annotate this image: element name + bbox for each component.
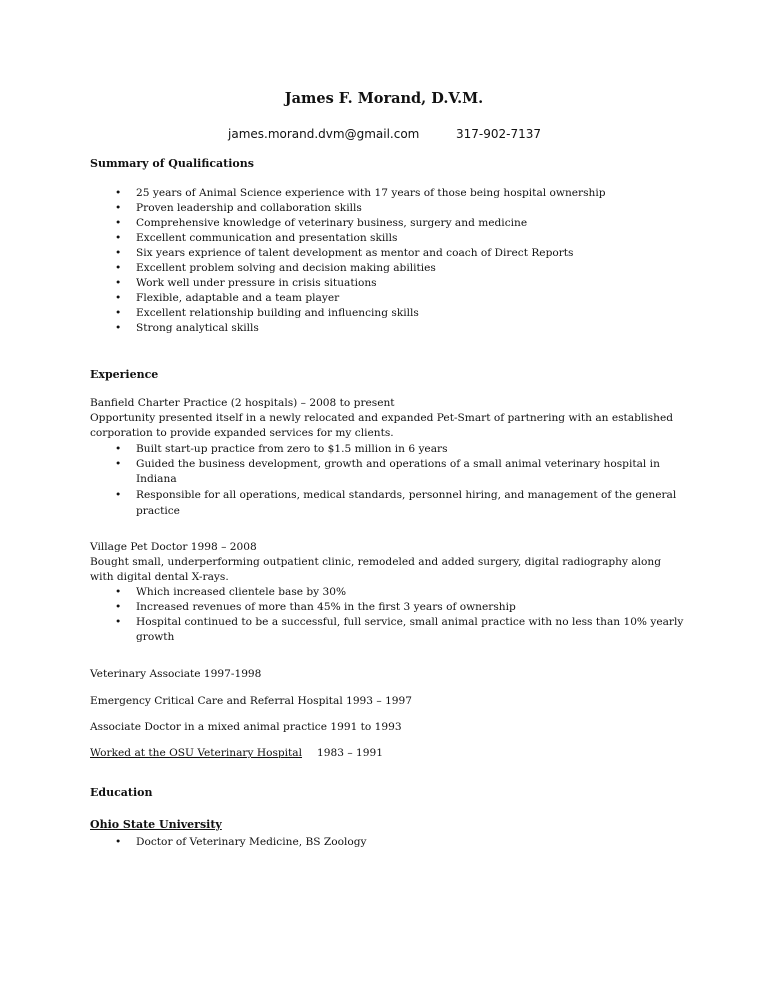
list-item: • Responsible for all operations, medical standards, personnel hiring, and management of the general practice [90,487,680,519]
list-item: • Built start-up practice from zero to $1.5 million in 6 years [90,442,680,457]
list-item: • Excellent communication and presentation skills [90,231,690,246]
village-list [90,585,690,645]
list-item: • Work well under pressure in crisis situations [90,276,690,291]
vet-associate-line: Veterinary Associate 1997-1998 [90,668,262,680]
banfield-heading: Banfield Charter Practice (2 hospitals) – 2008 to present [90,397,395,409]
list-item: • Strong analytical skills [90,321,690,336]
osu-worked-line: Worked at the OSU Veterinary Hospital [90,747,303,759]
email-address[interactable]: james.morand.dvm@gmail.com [228,127,420,141]
village-description-line2: with digital dental X-rays. [90,571,229,583]
associate-doctor-line: Associate Doctor in a mixed animal practice 1991 to 1993 [90,721,402,733]
education-title: Education [90,786,153,799]
village-heading: Village Pet Doctor 1998 – 2008 [90,541,257,553]
list-item: • Which increased clientele base by 30% [90,585,690,600]
village-description-line1: Bought small, underperforming outpatient clinic, remodeled and added surgery, digital radiography along [90,556,662,568]
list-item: • Six years exprience of talent development as mentor and coach of Direct Reports [90,246,690,261]
list-item: • Hospital continued to be a successful, full service, small animal practice with no less than 10% yearly growth [90,615,690,645]
banfield-description-line1: Opportunity presented itself in a newly relocated and expanded Pet-Smart of partnering with an established [90,412,673,424]
list-item: • Proven leadership and collaboration skills [90,201,690,216]
list-item: • 25 years of Animal Science experience with 17 years of those being hospital ownership [90,186,690,201]
list-item: • Increased revenues of more than 45% in the first 3 years of ownership [90,600,690,615]
summary-list [90,186,690,336]
list-item: • Excellent problem solving and decision making abilities [90,261,690,276]
candidate-name: James F. Morand, D.V.M. [284,90,484,107]
experience-title: Experience [90,368,159,381]
list-item: • Excellent relationship building and influencing skills [90,306,690,321]
phone-number: 317-902-7137 [456,127,542,141]
banfield-list [90,442,680,519]
list-item: • Doctor of Veterinary Medicine, BS Zoology [90,835,590,850]
list-item: • Flexible, adaptable and a team player [90,291,690,306]
list-item: • Guided the business development, growth and operations of a small animal veterinary hospital in Indiana [90,457,680,487]
banfield-description-line2: corporation to provide expanded services for my clients. [90,427,394,439]
osu-years: 1983 – 1991 [317,747,383,759]
school-name: Ohio State University [90,818,222,831]
emergency-line: Emergency Critical Care and Referral Hospital 1993 – 1997 [90,695,413,707]
list-item: • Comprehensive knowledge of veterinary business, surgery and medicine [90,216,690,231]
education-list [90,835,590,850]
summary-title: Summary of Qualifications [90,157,254,170]
